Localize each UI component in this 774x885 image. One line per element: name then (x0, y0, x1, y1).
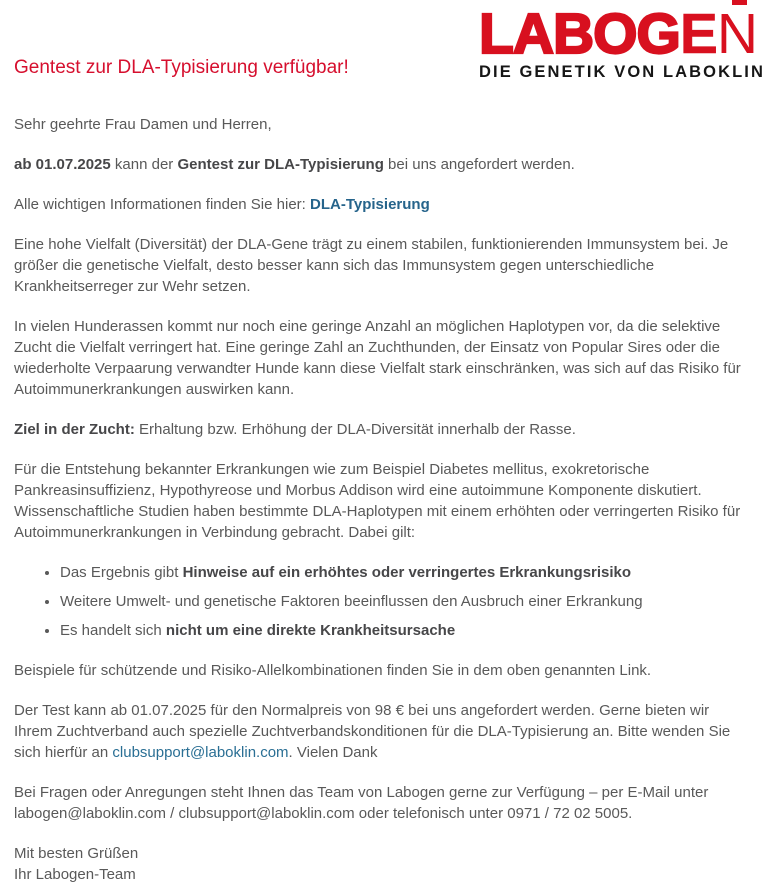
text-segment: kann der (110, 156, 178, 173)
signature (14, 843, 744, 885)
text-segment: bei uns angefordert werden. (383, 156, 575, 173)
logo-tagline: DIE GENETIK VON LABOKLIN (479, 63, 765, 81)
bullet-list (14, 562, 744, 641)
text-segment: Der Test kann ab 01.07.2025 für den Normalpreis von 98 € bei uns angefordert werden. Gerne bieten wir Ihrem Zuchtverband auch spezielle Zuchtverbandskonditionen für die DLA-Typisierung an. Bitte wenden Sie sich hierfür an (14, 702, 731, 761)
text-segment: Das Ergebnis gibt (60, 564, 183, 581)
dla-typisierung-link[interactable]: DLA-Typisierung (310, 196, 430, 213)
logo-word-heavy: LABOG (479, 2, 680, 66)
list-item (60, 562, 744, 583)
signature-line1: Mit besten Grüßen (14, 845, 139, 862)
paragraph-diversity: Eine hohe Vielfalt (Diversität) der DLA-Gene trägt zu einem stabilen, funktionierenden Immunsystem bei. Je größer die genetische Vielfalt, desto besser kann sich das Immunsystem gegen unterschiedliche Krankheitserreger zur Wehr setzen. (14, 236, 729, 295)
paragraph-breeds: In vielen Hunderassen kommt nur noch eine geringe Anzahl an möglichen Haplotypen vor, da die selektive Zucht die Vielfalt verringert hat. Eine geringe Zahl an Zuchthunden, der Einsatz von Popular Sires oder die wiederholte Verpaarung verwandter Hunde kann diese Vielfalt stark einschränken, was sich auf das Risiko für Autoimmunerkrankungen auswirken kann. (14, 318, 741, 398)
text-segment: Erhaltung bzw. Erhöhung der DLA-Diversität innerhalb der Rasse. (134, 421, 576, 438)
text-segment: Weitere Umwelt- und genetische Faktoren beeinflussen den Ausbruch einer Erkrankung (60, 593, 643, 610)
text-segment: Gentest zur DLA-Typisierung (177, 156, 384, 173)
logo-word-light: N (716, 2, 758, 66)
paragraph-pricing (14, 700, 744, 763)
email-body (0, 100, 774, 885)
text-segment: . Vielen Dank (288, 744, 378, 761)
greeting: Sehr geehrte Frau Damen und Herren, (14, 116, 272, 133)
paragraph-goal (14, 419, 744, 440)
text-segment: ab 01.07.2025 (14, 156, 111, 173)
signature-line2: Ihr Labogen-Team (14, 866, 136, 883)
clubsupport-email-link[interactable]: clubsupport@laboklin.com (112, 744, 289, 761)
paragraph-diseases: Für die Entstehung bekannter Erkrankungen wie zum Beispiel Diabetes mellitus, exokretorische Pankreasinsuffizienz, Hypothyreose und Morbus Addison wird eine autoimmune Komponente diskutiert. Wissenschaftliche Studien haben bestimmte DLA-Haplotypen mit einem erhöhten oder verringerten Risiko für Autoimmunerkrankungen in Verbindung gebracht. Dabei gilt: (14, 461, 741, 541)
text-segment: Ziel in der Zucht: (14, 421, 135, 438)
logo-wordmark (479, 2, 765, 66)
paragraph-intro (14, 154, 744, 175)
text-segment: Es handelt sich (60, 622, 166, 639)
paragraph-info-link (14, 194, 744, 215)
list-item (60, 620, 744, 641)
text-segment: nicht um eine direkte Krankheitsursache (165, 622, 456, 639)
paragraph-examples: Beispiele für schützende und Risiko-Allelkombinationen finden Sie in dem oben genannten Link. (14, 662, 652, 679)
list-item (60, 591, 744, 612)
header (0, 0, 774, 100)
paragraph-contact: Bei Fragen oder Anregungen steht Ihnen das Team von Labogen gerne zur Verfügung – per E-Mail unter labogen@laboklin.com / clubsupport@laboklin.com oder telefonisch unter 0971 / 72 02 5005. (14, 784, 709, 822)
text-segment: Alle wichtigen Informationen finden Sie hier: (14, 196, 311, 213)
labogen-logo (479, 2, 765, 81)
text-segment: Hinweise auf ein erhöhtes oder verringertes Erkrankungsrisiko (182, 564, 632, 581)
page-title: Gentest zur DLA-Typisierung verfügbar! (14, 57, 349, 78)
logo-word-medium: E (679, 2, 717, 66)
